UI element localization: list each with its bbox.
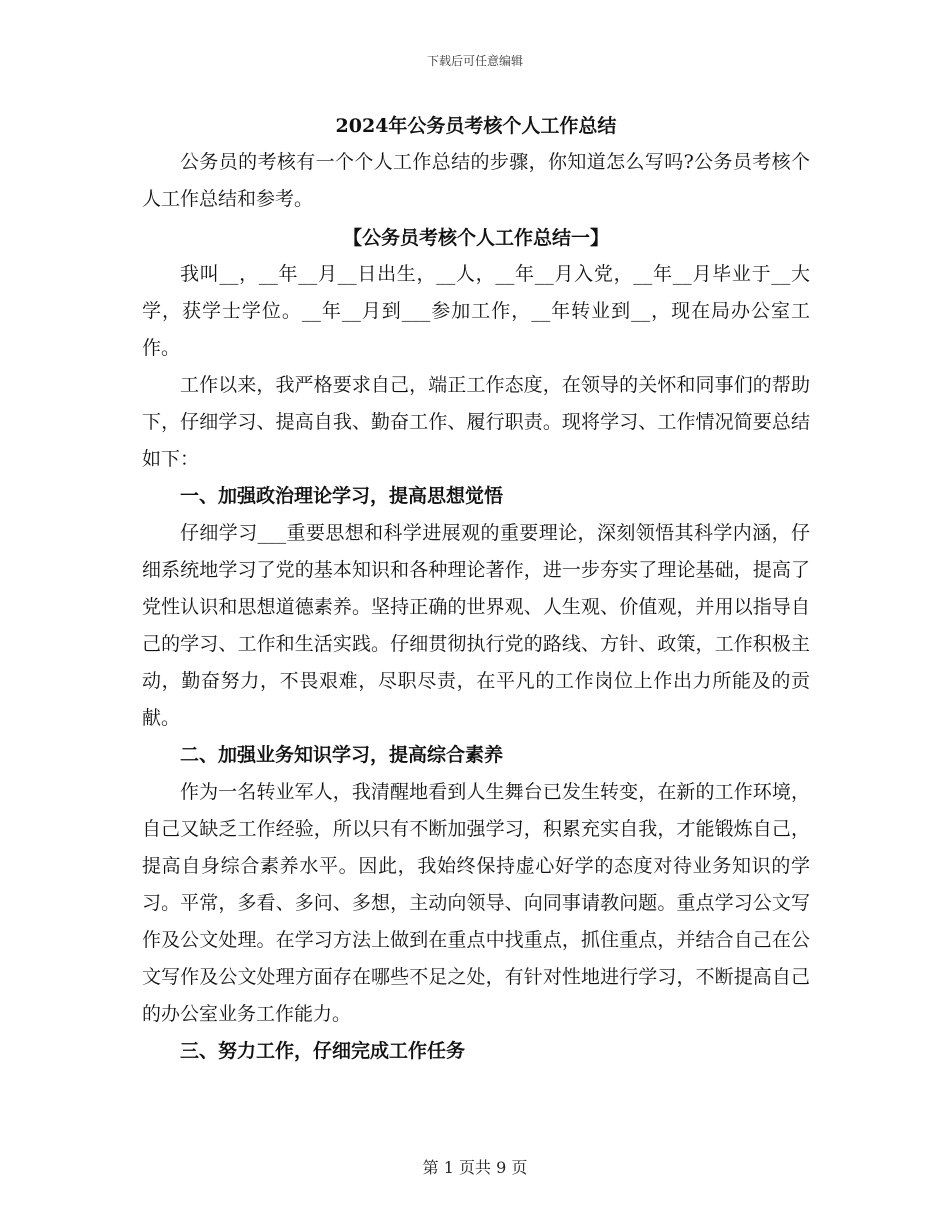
header-note: 下载后可任意编辑: [426, 54, 523, 68]
paragraph-personal-info: 我叫__，__年__月__日出生，__人，__年__月入党，__年__月毕业于__大学，获学士学位。__年__月到___参加工作，__年转业到__，现在局办公室工作。: [142, 263, 810, 359]
heading-work-tasks: 三、努力工作，仔细完成工作任务: [180, 1040, 466, 1062]
intro-paragraph: 公务员的考核有一个个人工作总结的步骤，你知道怎么写吗?公务员考核个人工作总结和参考。: [142, 151, 810, 210]
document-body: [142, 112, 810, 1070]
paragraph-political-study: 仔细学习___重要思想和科学进展观的重要理论，深刻领悟其科学内涵，仔细系统地学习了党的基本知识和各种理论著作，进一步夯实了理论基础，提高了党性认识和思想道德素养。坚持正确的世界观、人生观、价值观，并用以指导自己的学习、工作和生活实践。仔细贯彻执行党的路线、方针、政策，工作积极主动，勤奋努力，不畏艰难，尽职尽责，在平凡的工作岗位上作出力所能及的贡献。: [142, 522, 810, 729]
document-title: 2024年公务员考核个人工作总结: [335, 115, 617, 137]
paragraph-overview: 工作以来，我严格要求自己，端正工作态度，在领导的关怀和同事们的帮助下，仔细学习、提高自我、勤奋工作、履行职责。现将学习、工作情况简要总结如下：: [142, 374, 810, 470]
heading-business-study: 二、加强业务知识学习，提高综合素养: [180, 744, 504, 766]
page-number-footer: 第 1 页共 9 页: [422, 1158, 528, 1177]
section-title: 【公务员考核个人工作总结一】: [342, 227, 609, 249]
paragraph-business-study: 作为一名转业军人，我清醒地看到人生舞台已发生转变，在新的工作环境，自己又缺乏工作经验，所以只有不断加强学习，积累充实自我，才能锻炼自己，提高自身综合素养水平。因此，我始终保持虚心好学的态度对待业务知识的学习。平常，多看、多问、多想，主动向领导、向同事请教问题。重点学习公文写作及公文处理。在学习方法上做到在重点中找重点，抓住重点，并结合自己在公文写作及公文处理方面存在哪些不足之处，有针对性地进行学习，不断提高自己的办公室业务工作能力。: [142, 781, 810, 1025]
heading-political-study: 一、加强政治理论学习，提高思想觉悟: [180, 485, 504, 507]
